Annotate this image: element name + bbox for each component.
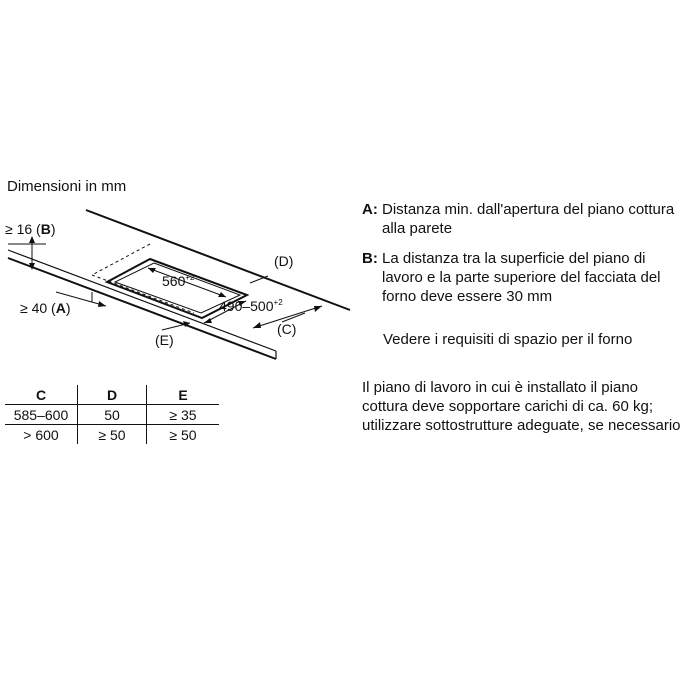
label-d: (D): [274, 253, 294, 269]
note-key: A:: [362, 201, 378, 218]
table-cell: ≥ 35: [147, 405, 220, 425]
page-title: Dimensioni in mm: [7, 178, 127, 195]
table-cell: > 600: [23, 426, 59, 443]
b-arrow-icon: [29, 236, 35, 243]
table-cell: ≥ 50: [147, 425, 220, 445]
label-a: ≥ 40 (A): [20, 300, 71, 316]
a-arrow-icon: [98, 301, 106, 307]
note-b: [362, 249, 682, 306]
note-load: [362, 378, 682, 435]
table-cell: 585–600: [5, 405, 78, 425]
table-cell: ≥ 50: [78, 425, 147, 445]
wall-reference-line: [92, 244, 150, 275]
table-row: [5, 425, 219, 445]
c-arrow-icon: [253, 322, 261, 328]
width-label: $560^{+2}$: [162, 273, 195, 289]
note-key: B:: [362, 250, 378, 267]
table-header-row: [5, 385, 219, 405]
note-text: Il piano di lavoro in cui è installato il piano cottura deve sopportare carichi di ca. 60 kg; utilizzare sottostrutture adeguate, se necessario: [362, 379, 681, 434]
label-b: ≥ 16 (B): [5, 221, 56, 237]
d-dimension-line: [250, 276, 268, 283]
table-header: D: [78, 385, 147, 405]
table-cell: 50: [78, 405, 147, 425]
c-arrow-icon: [314, 306, 322, 312]
note-text: La distanza tra la superficie del piano di lavoro e la parte superiore del facciata del forno deve essere 30 mm: [382, 250, 661, 305]
depth-label: $490-500^{+2}$: [219, 298, 283, 314]
dimensions-table: [5, 385, 219, 444]
depth-arrow-icon: [204, 318, 212, 323]
note-a: [362, 200, 682, 238]
note-text: Vedere i requisiti di spazio per il forno: [383, 331, 633, 348]
table-header: C: [5, 385, 78, 405]
note-oven: [383, 330, 632, 349]
label-c: (C): [277, 321, 297, 337]
table-header: E: [147, 385, 220, 405]
worktop-back-edge: [86, 210, 350, 310]
note-text: Distanza min. dall'apertura del piano cottura alla parete: [382, 201, 675, 237]
label-e: (E): [155, 332, 174, 348]
table-row: [5, 405, 219, 425]
